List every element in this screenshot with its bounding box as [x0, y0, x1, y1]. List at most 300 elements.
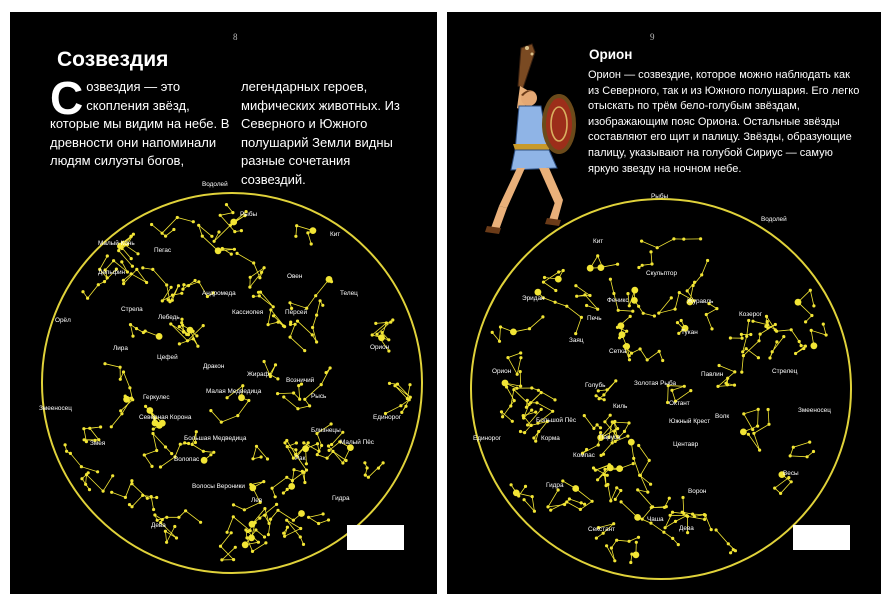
star	[758, 449, 761, 452]
star	[516, 373, 519, 376]
star	[715, 307, 718, 310]
constellation-label: Дева	[151, 522, 166, 529]
constellation-label: Ворон	[688, 488, 707, 495]
star	[219, 545, 222, 548]
star	[682, 238, 685, 241]
star	[710, 327, 713, 330]
star	[181, 288, 184, 291]
star	[779, 492, 782, 495]
star	[812, 450, 815, 453]
constellation	[103, 362, 134, 412]
section-title: Орион	[589, 47, 633, 62]
star	[156, 333, 163, 340]
star	[319, 299, 322, 302]
star	[159, 465, 162, 468]
star	[631, 310, 634, 313]
star	[718, 364, 721, 367]
page-number: 8	[233, 32, 238, 42]
star	[810, 329, 813, 332]
star	[810, 314, 813, 317]
star	[591, 500, 594, 503]
constellation-label: Гидра	[332, 495, 350, 502]
star	[288, 483, 295, 490]
constellation	[640, 237, 702, 249]
constellation-label: Дракон	[203, 363, 225, 370]
constellation	[282, 468, 307, 495]
star	[519, 356, 522, 359]
star	[124, 496, 127, 499]
star	[320, 444, 323, 447]
star	[534, 411, 537, 414]
star	[700, 273, 703, 276]
star	[674, 520, 677, 523]
star	[740, 333, 743, 336]
constellation	[80, 471, 114, 493]
constellation	[491, 315, 545, 343]
star	[165, 541, 168, 544]
star	[99, 425, 102, 428]
star	[674, 308, 677, 311]
star	[285, 476, 288, 479]
star	[585, 304, 588, 307]
star	[632, 457, 635, 460]
star	[251, 457, 254, 460]
star	[625, 330, 628, 333]
star	[670, 296, 673, 299]
star	[311, 326, 314, 329]
constellation	[327, 431, 354, 465]
star	[530, 386, 533, 389]
star	[111, 474, 114, 477]
star	[615, 539, 618, 542]
constellation-label: Павлин	[701, 371, 724, 378]
star	[303, 471, 306, 474]
star	[119, 409, 122, 412]
star	[515, 387, 518, 390]
constellation	[715, 528, 738, 554]
star	[209, 453, 212, 456]
star	[136, 252, 139, 255]
star	[678, 291, 681, 294]
star	[502, 380, 509, 387]
star	[289, 336, 292, 339]
star	[598, 397, 601, 400]
constellation	[789, 441, 816, 459]
star	[549, 509, 552, 512]
star	[187, 327, 194, 334]
star	[806, 455, 809, 458]
star	[563, 503, 566, 506]
star	[294, 323, 297, 326]
star	[307, 441, 310, 444]
star	[766, 326, 769, 329]
star	[611, 420, 614, 423]
star	[254, 528, 257, 531]
star	[715, 528, 718, 531]
star	[327, 518, 330, 521]
star	[541, 315, 544, 318]
star	[596, 423, 599, 426]
star	[151, 432, 154, 435]
star	[322, 512, 325, 515]
star	[103, 280, 106, 283]
star	[640, 240, 643, 243]
constellation	[178, 327, 200, 348]
star	[263, 360, 266, 363]
right-page	[447, 12, 881, 594]
star	[128, 503, 131, 506]
constellation	[620, 500, 680, 546]
star	[519, 351, 522, 354]
star	[170, 286, 173, 289]
star	[768, 356, 771, 359]
star	[620, 468, 623, 471]
constellation-label: Феникс	[607, 297, 629, 304]
star	[169, 322, 172, 325]
constellation	[289, 321, 307, 353]
star	[285, 519, 288, 522]
star	[341, 431, 344, 434]
star	[325, 371, 328, 374]
star	[120, 412, 123, 415]
star	[201, 235, 204, 238]
star	[609, 414, 612, 417]
star	[286, 445, 289, 448]
constellation-label: Чаша	[647, 516, 664, 523]
star	[282, 395, 285, 398]
star	[272, 314, 275, 317]
star	[122, 279, 125, 282]
star	[316, 453, 319, 456]
star-map-northern	[10, 12, 437, 594]
star	[330, 443, 333, 446]
star	[234, 546, 237, 549]
star	[130, 479, 133, 482]
star	[197, 224, 200, 227]
star	[751, 320, 754, 323]
star	[377, 467, 380, 470]
star	[103, 362, 106, 365]
star	[661, 359, 664, 362]
white-label-box	[793, 525, 850, 550]
star	[774, 323, 777, 326]
star	[257, 541, 260, 544]
star	[757, 356, 760, 359]
star	[178, 325, 181, 328]
star	[155, 496, 158, 499]
star	[729, 551, 732, 554]
star	[241, 384, 244, 387]
constellation-label: Стрела	[121, 306, 143, 313]
star	[498, 340, 501, 343]
constellation-label: Малый Конь	[98, 240, 135, 247]
star	[741, 350, 744, 353]
star	[131, 265, 134, 268]
star	[296, 320, 299, 323]
constellation	[236, 252, 266, 289]
star	[677, 543, 680, 546]
star	[240, 229, 243, 232]
star	[177, 284, 180, 287]
constellation-label: Кассиопея	[232, 309, 264, 316]
star	[305, 462, 308, 465]
star	[232, 558, 235, 561]
star	[686, 515, 689, 518]
star	[294, 448, 297, 451]
star	[605, 544, 608, 547]
star	[583, 503, 586, 506]
star	[749, 333, 752, 336]
star	[128, 386, 131, 389]
star	[311, 333, 314, 336]
star	[180, 318, 183, 321]
star	[634, 514, 641, 521]
star	[64, 443, 67, 446]
star	[676, 321, 679, 324]
star	[314, 294, 317, 297]
star	[236, 252, 239, 255]
star	[247, 399, 250, 402]
star	[316, 442, 319, 445]
star	[680, 319, 683, 322]
star	[526, 423, 529, 426]
star	[636, 488, 639, 491]
constellation	[129, 323, 163, 340]
star	[175, 536, 178, 539]
star	[274, 495, 277, 498]
constellation-label: Эридан	[522, 295, 545, 302]
star	[804, 345, 807, 348]
star	[635, 541, 638, 544]
star	[822, 323, 825, 326]
star	[642, 312, 645, 315]
star-map-southern	[447, 12, 881, 594]
star	[164, 445, 167, 448]
constellation-label: Корма	[541, 435, 560, 442]
star	[106, 254, 109, 257]
star	[130, 482, 133, 485]
star	[199, 521, 202, 524]
star	[742, 412, 745, 415]
star	[179, 443, 182, 446]
constellation-label: Водолей	[202, 181, 228, 188]
constellation-label: Рыбы	[651, 193, 669, 200]
orion-description: Орион — созвездие, которое можно наблюдать как из Северного, так и из Южного полушария. Его легко отыскать по трём бело-голубым звёздам, изображающим пояс Ориона. Остальные звёзды составляют его щит и палицу. Звёзды, образующие палицу, указывают на голубой Сириус — самую яркую звезду на ночном небе.	[588, 69, 860, 175]
star	[627, 421, 630, 424]
star	[568, 497, 571, 500]
constellation	[810, 323, 828, 350]
star	[130, 257, 133, 260]
constellation-label: Возничий	[286, 377, 315, 384]
star	[122, 370, 125, 373]
star	[150, 495, 153, 498]
star	[665, 505, 668, 508]
constellation-label: Малая Медведица	[206, 388, 262, 395]
star	[628, 304, 631, 307]
drop-cap: С	[50, 72, 84, 124]
star	[150, 465, 153, 468]
constellation	[388, 382, 412, 400]
star	[557, 270, 560, 273]
star	[274, 363, 277, 366]
constellation-label: Цефей	[157, 354, 178, 361]
star	[176, 216, 179, 219]
star	[519, 385, 522, 388]
constellation-label: Змееносец	[39, 405, 72, 412]
star	[202, 450, 205, 453]
constellation-label: Дева	[679, 525, 694, 532]
star	[599, 426, 602, 429]
star	[757, 339, 760, 342]
star	[226, 531, 229, 534]
star	[740, 371, 743, 374]
star	[328, 449, 331, 452]
star	[532, 436, 535, 439]
star	[230, 253, 233, 256]
constellation-label: Рак	[295, 455, 306, 462]
constellation	[276, 383, 303, 401]
star	[767, 423, 770, 426]
star	[535, 401, 538, 404]
star	[172, 228, 175, 231]
star	[102, 490, 105, 493]
star	[275, 503, 278, 506]
star	[80, 477, 83, 480]
star	[756, 425, 759, 428]
constellation-label: Телец	[340, 290, 358, 297]
star	[703, 518, 706, 521]
constellation-label: Стрелец	[772, 368, 798, 375]
star	[631, 287, 638, 294]
star	[658, 350, 661, 353]
star	[683, 385, 686, 388]
star	[617, 309, 620, 312]
constellation	[650, 497, 671, 510]
star	[597, 389, 600, 392]
star	[255, 445, 258, 448]
constellation-label: Змея	[90, 440, 106, 447]
star	[610, 546, 613, 549]
star	[771, 350, 774, 353]
star	[303, 481, 306, 484]
star	[187, 284, 190, 287]
star	[143, 453, 146, 456]
star	[260, 455, 263, 458]
constellation	[729, 333, 753, 340]
constellation-label: Лев	[251, 497, 263, 504]
star	[742, 354, 745, 357]
star	[628, 439, 635, 446]
star	[710, 528, 713, 531]
constellation	[384, 398, 411, 415]
star	[232, 503, 235, 506]
star	[609, 499, 612, 502]
star	[65, 450, 68, 453]
star	[161, 518, 164, 521]
constellation	[741, 319, 760, 359]
star	[303, 398, 306, 401]
constellation-label: Орион	[370, 344, 390, 351]
star	[117, 249, 120, 252]
star	[613, 429, 616, 432]
constellation-label: Тукан	[681, 329, 698, 336]
star	[757, 408, 760, 411]
star	[182, 330, 185, 333]
star	[202, 324, 205, 327]
constellation	[64, 443, 100, 473]
star	[267, 323, 270, 326]
star	[310, 242, 313, 245]
star	[606, 388, 609, 391]
star	[238, 394, 245, 401]
star	[693, 281, 696, 284]
star	[303, 349, 306, 352]
star	[341, 461, 344, 464]
constellation	[509, 388, 533, 420]
star	[741, 337, 744, 340]
star	[307, 516, 310, 519]
star	[144, 330, 147, 333]
star	[782, 335, 785, 338]
star	[603, 468, 606, 471]
star	[122, 282, 125, 285]
star	[299, 527, 302, 530]
star	[657, 312, 660, 315]
constellation	[546, 488, 586, 508]
star	[751, 428, 754, 431]
constellation-label: Андромеда	[202, 290, 236, 297]
star	[131, 335, 134, 338]
star	[330, 422, 333, 425]
star	[626, 292, 629, 295]
star	[699, 237, 702, 240]
page-number: 9	[650, 32, 655, 42]
star	[609, 278, 612, 281]
star	[263, 507, 266, 510]
star	[165, 516, 168, 519]
star	[790, 480, 793, 483]
star	[669, 514, 672, 517]
star	[646, 358, 649, 361]
star	[512, 388, 515, 391]
star	[574, 284, 577, 287]
star	[173, 525, 176, 528]
star	[69, 452, 72, 455]
star	[178, 342, 181, 345]
star	[81, 290, 84, 293]
star	[330, 280, 333, 283]
star	[574, 332, 577, 335]
star	[537, 389, 540, 392]
star	[262, 480, 265, 483]
star	[767, 408, 770, 411]
star	[87, 471, 90, 474]
star	[192, 337, 195, 340]
star	[259, 291, 262, 294]
star	[641, 264, 644, 267]
star	[523, 498, 526, 501]
star	[672, 237, 675, 240]
star	[219, 214, 222, 217]
star	[378, 334, 385, 341]
star	[499, 325, 502, 328]
star	[213, 240, 216, 243]
star	[153, 513, 156, 516]
star	[141, 266, 144, 269]
star	[628, 358, 631, 361]
star	[616, 263, 619, 266]
constellation	[606, 483, 622, 503]
